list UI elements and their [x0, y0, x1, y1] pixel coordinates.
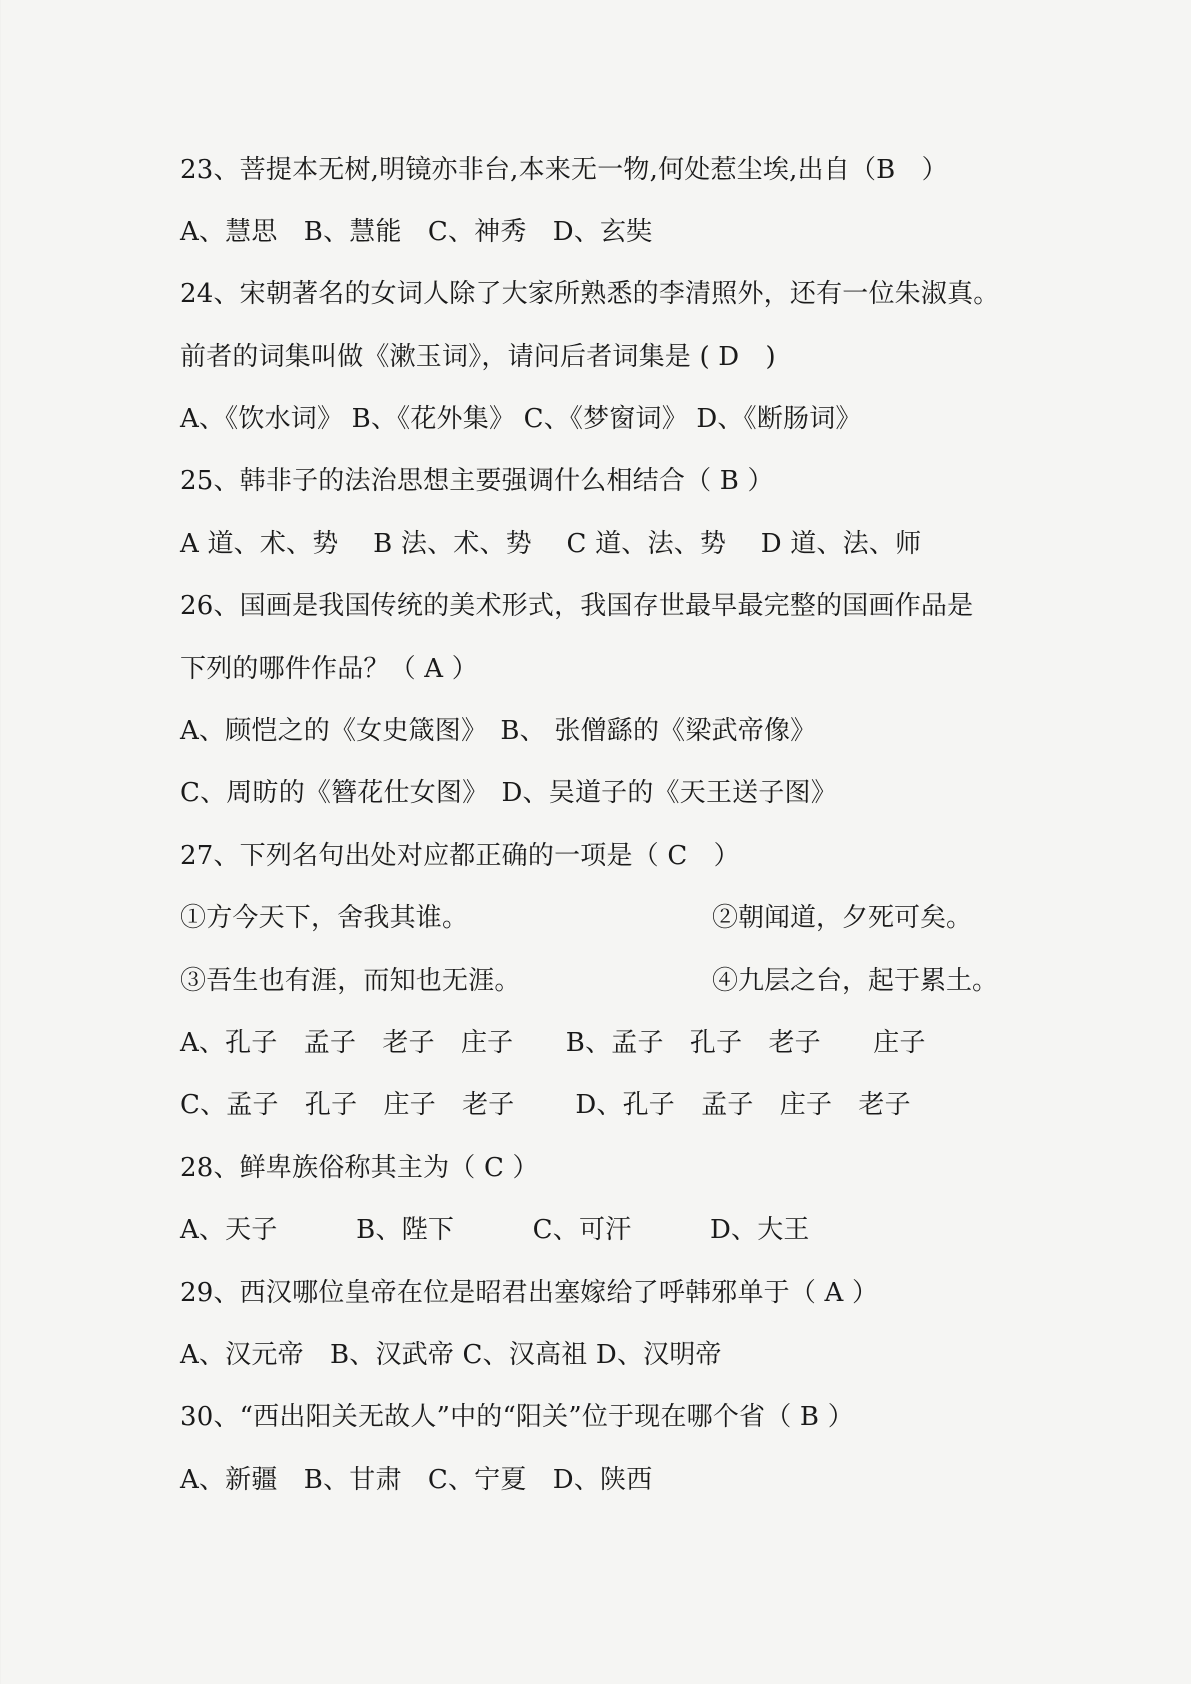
question-26-line2: 下列的哪件作品？（ A ）: [180, 654, 478, 684]
question-28: 28、鲜卑族俗称其主为（ C ）: [180, 1153, 539, 1183]
quote-2: ②朝闻道，夕死可矣。: [712, 903, 973, 933]
options-26-line2: C、周昉的《簪花仕女图》 D、吴道子的《天王送子图》: [180, 778, 837, 808]
quote-1: ①方今天下，舍我其谁。: [180, 903, 469, 933]
question-23: 23、菩提本无树,明镜亦非台,本来无一物,何处惹尘埃,出自（B ）: [180, 155, 948, 185]
options-23: A、慧思 B、慧能 C、神秀 D、玄奘: [180, 217, 653, 247]
question-25: 25、韩非子的法治思想主要强调什么相结合（ B ）: [180, 466, 774, 496]
question-27: 27、下列名句出处对应都正确的一项是（ C ）: [180, 841, 740, 871]
options-30: A、新疆 B、甘肃 C、宁夏 D、陕西: [180, 1465, 653, 1495]
options-26-line1: A、顾恺之的《女史箴图》 B、 张僧繇的《梁武帝像》: [180, 716, 817, 746]
options-28: A、天子 B、陛下 C、可汗 D、大王: [180, 1215, 810, 1245]
question-24-line1: 24、宋朝著名的女词人除了大家所熟悉的李清照外，还有一位朱淑真。: [180, 279, 1000, 309]
quote-4: ④九层之台，起于累土。: [712, 966, 999, 996]
quote-3: ③吾生也有涯，而知也无涯。: [180, 966, 521, 996]
options-29: A、汉元帝 B、汉武帝 C、汉高祖 D、汉明帝: [180, 1340, 722, 1370]
options-27-line1: A、孔子 孟子 老子 庄子 B、孟子 孔子 老子 庄子: [180, 1028, 926, 1058]
question-29: 29、西汉哪位皇帝在位是昭君出塞嫁给了呼韩邪单于（ A ）: [180, 1278, 879, 1308]
question-26-line1: 26、国画是我国传统的美术形式，我国存世最早最完整的国画作品是: [180, 591, 974, 621]
question-24-line2: 前者的词集叫做《漱玉词》，请问后者词集是 ( D ): [180, 342, 776, 372]
question-30: 30、“西出阳关无故人”中的“阳关”位于现在哪个省（ B ）: [180, 1402, 854, 1432]
options-25: A 道、术、势 B 法、术、势 C 道、法、势 D 道、法、师: [180, 529, 922, 559]
options-27-line2: C、孟子 孔子 庄子 老子 D、孔子 孟子 庄子 老子: [180, 1090, 911, 1120]
options-24: A、《饮水词》 B、《花外集》 C、《梦窗词》 D、《断肠词》: [180, 404, 862, 434]
